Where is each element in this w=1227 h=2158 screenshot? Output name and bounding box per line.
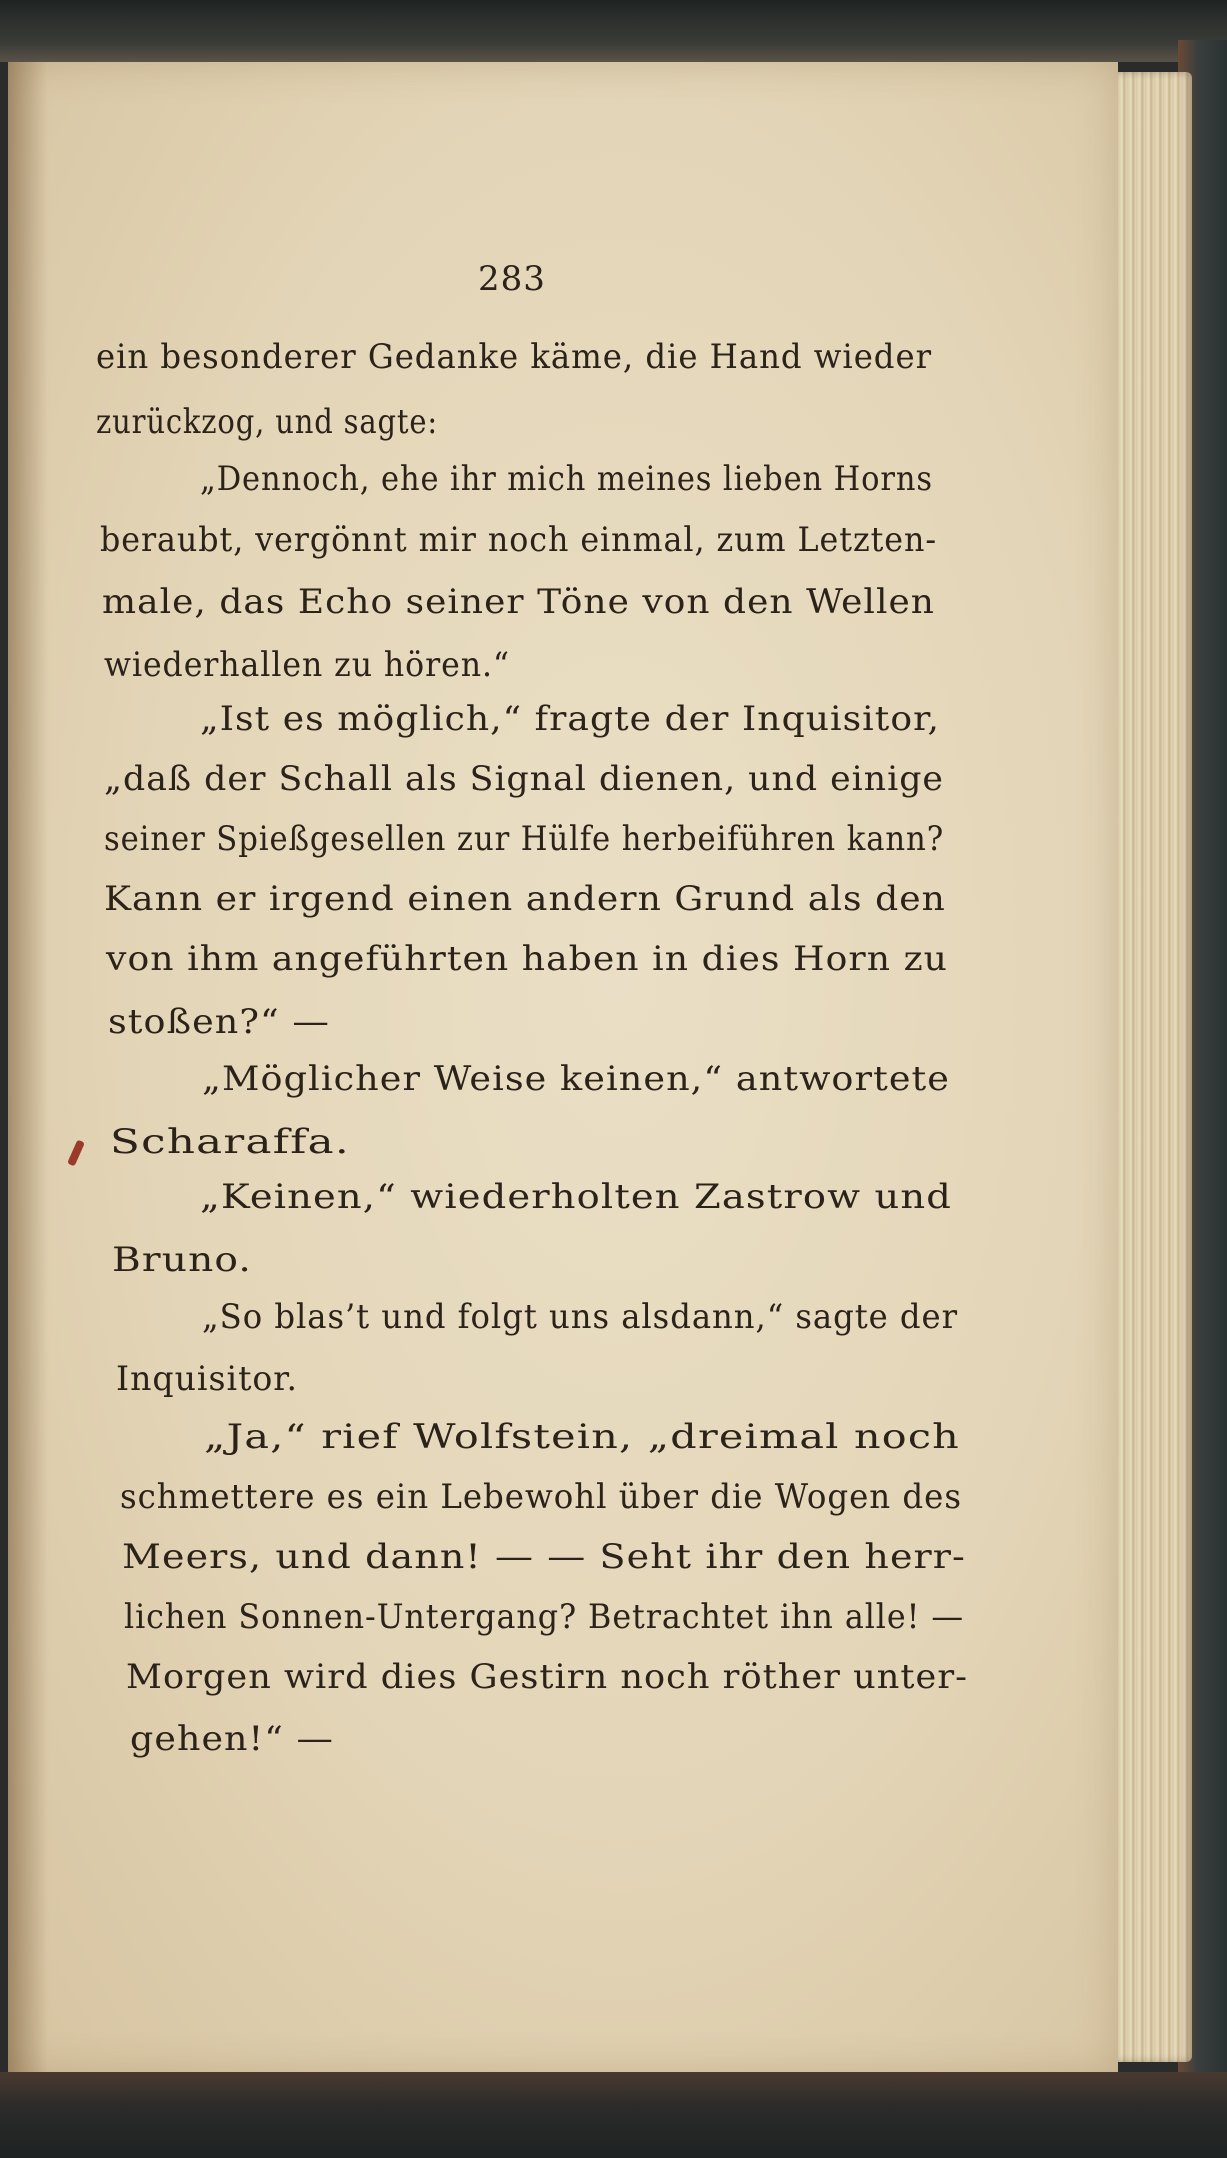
- text-line: Inquisitor.: [116, 1359, 299, 1399]
- text-line: von ihm angeführten haben in dies Horn zu: [106, 939, 949, 979]
- page-number: 283: [478, 259, 546, 299]
- book-cover-top: [0, 0, 1227, 62]
- text-line: Scharaffa.: [110, 1122, 351, 1162]
- text-line: „Dennoch, ehe ihr mich meines lieben Horns: [200, 459, 933, 499]
- book-cover-bottom: [0, 2072, 1227, 2158]
- text-line: lichen Sonnen-Untergang? Betrachtet ihn alle! —: [124, 1597, 965, 1637]
- text-line: seiner Spießgesellen zur Hülfe herbeiführen kann?: [104, 819, 945, 859]
- page-gutter-shadow: [8, 62, 48, 2074]
- text-line: stoßen?“ —: [108, 1002, 330, 1042]
- text-line: „So blas’t und folgt uns alsdann,“ sagte der: [202, 1297, 959, 1337]
- text-line: zurückzog, und sagte:: [96, 402, 439, 442]
- text-line: male, das Echo seiner Töne von den Wellen: [102, 582, 935, 622]
- text-line: schmettere es ein Lebewohl über die Wogen des: [120, 1477, 962, 1517]
- text-line: ein besonderer Gedanke käme, die Hand wieder: [96, 337, 932, 377]
- text-line: „Möglicher Weise keinen,“ antwortete: [202, 1059, 950, 1099]
- text-line: „daß der Schall als Signal dienen, und einige: [104, 759, 944, 799]
- text-line: Meers, und dann! — — Seht ihr den herr-: [122, 1537, 967, 1577]
- text-line: gehen!“ —: [130, 1719, 335, 1759]
- text-line: „Ist es möglich,“ fragte der Inquisitor,: [200, 699, 940, 739]
- text-line: wiederhallen zu hören.“: [104, 645, 510, 685]
- text-line: „Keinen,“ wiederholten Zastrow und: [200, 1177, 952, 1217]
- text-line: Kann er irgend einen andern Grund als den: [104, 879, 946, 919]
- text-line: Morgen wird dies Gestirn noch röther unter-: [126, 1657, 969, 1697]
- text-line: Bruno.: [112, 1240, 253, 1280]
- text-line: beraubt, vergönnt mir noch einmal, zum Letzten-: [100, 520, 938, 560]
- text-line: „Ja,“ rief Wolfstein, „dreimal noch: [204, 1417, 960, 1457]
